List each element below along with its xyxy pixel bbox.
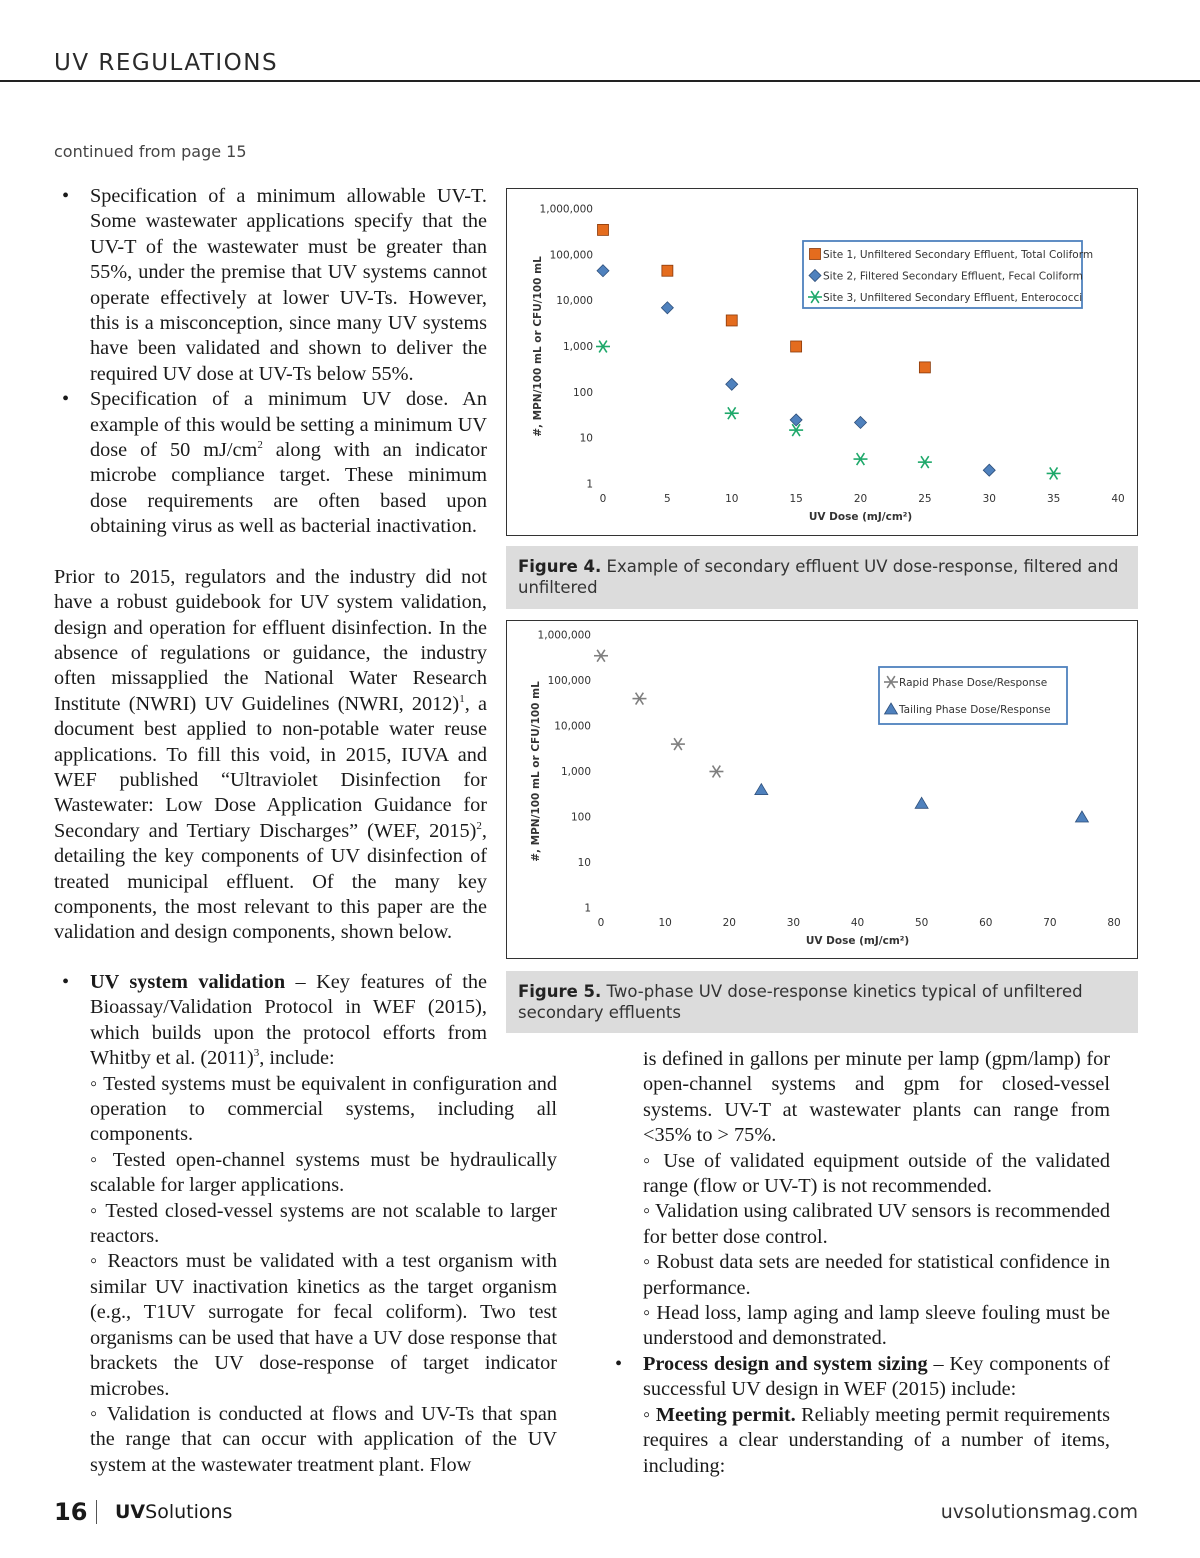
fig5-point-triangle [915, 797, 928, 808]
fig4-y-axis-label: #, MPN/100 mL or CFU/100 mL [532, 256, 544, 437]
fig4-point-star [1047, 467, 1061, 479]
fig5-x-tick-label: 10 [658, 917, 672, 929]
fig5-point-star [709, 766, 723, 778]
fig4-point-diamond [790, 414, 802, 426]
fig4-point-diamond [855, 416, 867, 428]
fig4-point-star [918, 456, 932, 468]
fig4-legend-marker [810, 249, 821, 260]
fig5-x-tick-label: 0 [597, 917, 605, 929]
fig5-x-tick-label: 60 [979, 917, 993, 929]
fig5-y-tick-label: 100,000 [547, 675, 591, 687]
fig5-point-star [594, 650, 608, 662]
footer-separator [96, 1500, 97, 1524]
fig5-point-star [632, 693, 646, 705]
fig4-x-tick-label: 10 [725, 493, 739, 505]
continued-note: continued from page 15 [54, 142, 247, 161]
left-column-top [54, 184, 487, 946]
fig4-point-square [726, 315, 737, 326]
fig4-y-tick-label: 1,000 [562, 341, 593, 353]
fig4-x-tick-label: 0 [599, 493, 607, 505]
fig5-x-tick-label: 70 [1043, 917, 1057, 929]
fig4-x-tick-label: 35 [1046, 493, 1061, 505]
fig4-point-square [919, 362, 930, 373]
fig4-point-square [662, 265, 673, 276]
fig5-legend-label: Rapid Phase Dose/Response [899, 677, 1048, 689]
fig5-point-triangle [1075, 811, 1088, 822]
fig4-point-diamond [661, 302, 673, 314]
fig4-x-tick-label: 20 [853, 493, 868, 505]
fig4-point-star [596, 341, 610, 353]
fig4-y-tick-label: 1 [586, 478, 593, 491]
validation-sub-item: ◦ Tested systems must be equivalent in configuration and operation to commercial systems, including all components. [90, 1072, 557, 1146]
bullet-minimum-dose: • Specification of a minimum UV dose. An example of this would be setting a minimum UV dose of 50 $mJ/cm^2$ along with an indicator microbe compliance target. These minimum dose requirements are often based upon obtaining virus as well as bacterial inactivation. [54, 387, 487, 539]
validation-section [54, 970, 557, 1478]
fig5-legend-label: Tailing Phase Dose/Response [899, 704, 1051, 716]
fig4-point-diamond [726, 378, 738, 390]
header-rule [0, 80, 1200, 82]
fig4-point-star [854, 453, 868, 465]
page-number: 16 [54, 1498, 88, 1526]
fig4-point-diamond [983, 464, 995, 476]
fig4-point-square [791, 341, 802, 352]
fig4-x-tick-label: 40 [1111, 493, 1125, 505]
fig4-point-diamond [597, 265, 609, 277]
figure-5-chart [506, 620, 1138, 959]
fig5-y-axis-label: #, MPN/100 mL or CFU/100 mL [530, 681, 542, 862]
bullet-process-design: • Process design and system sizing – Key components of successful UV design in WEF (2015) include: ◦ Meeting permit. Reliably meeting permit requirements requires a clear understanding of a number of items, including: [607, 1352, 1110, 1479]
fig5-y-tick-label: 100 [570, 811, 591, 824]
section-header-title: UV REGULATIONS [54, 50, 279, 76]
validation-sub-item: ◦ Use of validated equipment outside of the validated range (flow or UV-T) is not recommended. [643, 1149, 1110, 1198]
validation-sub-item: ◦ Head loss, lamp aging and lamp sleeve fouling must be understood and demonstrated. [643, 1302, 1110, 1350]
validation-sub-item: ◦ Validation using calibrated UV sensors is recommended for better dose control. [643, 1200, 1110, 1248]
validation-sub-item: ◦ Reactors must be validated with a test organism with similar UV inactivation kinetics as the target organism (e.g., T1UV surrogate for fecal coliform). Two test organisms can be used that have a UV dose response that brackets the UV dose-response of target indicator microbes. [90, 1250, 557, 1400]
magazine-url: uvsolutionsmag.com [940, 1501, 1138, 1523]
fig4-y-tick-label: 100,000 [549, 249, 593, 262]
fig5-x-tick-label: 80 [1107, 917, 1121, 929]
validation-sub-item: ◦ Tested open-channel systems must be hydraulically scalable for larger applications. [90, 1148, 557, 1197]
fig4-y-tick-label: 10,000 [556, 295, 593, 308]
fig5-point-triangle [755, 784, 768, 795]
fig4-legend-label: Site 3, Unfiltered Secondary Effluent, Enterococci [823, 292, 1083, 304]
figure-4-svg [507, 189, 1137, 535]
bullet-uv-system-validation: • UV system validation – Key features of the Bioassay/Validation Protocol in WEF (2015), which builds upon the protocol efforts from Whitby et al. $(2011)^3$, include: ◦ Tested systems must be equivalent in configuration and operation to commercial systems, including all components. ◦ Tested open-channel systems must be hydraulically scalable for larger applications. ◦ Tested closed-vessel systems are not scalable to larger reactors. ◦ Reactors must be validated with a test organism with similar UV inactivation kinetics as the target organism (e.g., T1UV surrogate for fecal coliform). Two test organisms can be used that have a UV dose response that brackets the UV dose-response of target indicator microbes. ◦ Validation is conducted at flows and UV-Ts that span the range that can occur with application of the UV system at the wastewater treatment plant. Flow [54, 970, 557, 1478]
meeting-permit-item: ◦ Meeting permit. Reliably meeting permit requirements requires a clear understanding of a number of items, including: [643, 1403, 1110, 1477]
fig4-x-axis-label: UV Dose (mJ/cm²) [808, 511, 913, 523]
magazine-brand: UVSolutions [115, 1501, 233, 1523]
fig4-y-tick-label: 100 [572, 386, 593, 399]
fig5-x-tick-label: 40 [850, 917, 865, 929]
fig5-y-tick-label: 1,000,000 [537, 629, 591, 642]
validation-sub-item: ◦ Validation is conducted at flows and UV-Ts that span the range that can occur with application of the UV system at the wastewater treatment plant. Flow [90, 1402, 557, 1476]
fig5-point-star [671, 738, 685, 750]
fig5-y-tick-label: 1,000 [560, 766, 591, 778]
fig4-y-tick-label: 1,000,000 [539, 203, 593, 216]
fig4-y-tick-label: 10 [579, 432, 593, 445]
bullet-minimum-uvt: • Specification of a minimum allowable UV-T. Some wastewater applications specify that the UV-T of the wastewater must be greater than 55%, under the premise that UV systems cannot operate effectively at lower UV-Ts. However, this is a misconception, since many UV systems have been validated and shown to deliver the required UV dose at UV-Ts below 55%. [54, 184, 487, 387]
fig5-x-tick-label: 20 [722, 917, 736, 929]
validation-sub-item: ◦ Robust data sets are needed for statistical confidence in performance. [643, 1251, 1110, 1299]
figure-4-caption: Figure 4. Example of secondary effluent UV dose-response, filtered and unfiltered [506, 546, 1138, 609]
fig4-x-tick-label: 30 [982, 493, 996, 505]
figure-4-chart [506, 188, 1138, 536]
fig5-x-tick-label: 30 [786, 917, 801, 929]
fig5-x-axis-label: UV Dose (mJ/cm²) [805, 935, 910, 947]
fig4-point-square [598, 224, 609, 235]
fig5-y-tick-label: 10 [577, 857, 591, 869]
fig4-x-tick-label: 15 [789, 493, 803, 505]
right-column-text [607, 1047, 1110, 1479]
fig5-y-tick-label: 10,000 [554, 720, 591, 733]
spec-bullet-list [54, 184, 487, 540]
figure-5-caption: Figure 5. Two-phase UV dose-response kinetics typical of unfiltered secondary effluents [506, 971, 1138, 1033]
figure-5-svg [507, 621, 1137, 958]
fig5-x-tick-label: 50 [914, 917, 929, 929]
flow-continuation: is defined in gallons per minute per lamp (gpm/lamp) for open-channel systems and gpm for closed-vessel systems. UV-T at wastewater plants can range from <35% to > 75%. [643, 1048, 1110, 1147]
fig5-y-tick-label: 1 [584, 902, 591, 915]
intro-paragraph: Prior to 2015, regulators and the industry did not have a robust guidebook for UV system validation, design and operation for effluent disinfection. In the absence of regulations or guidance, the industry often missapplied the National Water Research Institute (NWRI) UV Guidelines (NWRI, 2012)$^1$, a document best applied to non-potable water reuse applications. To fill this void, in 2015, IUVA and WEF published “Ultraviolet Disinfection for Wastewater: Low Dose Application Guidance for Secondary and Tertiary Discharges” (WEF, 2015)$^2$, detailing the key components of UV disinfection of treated municipal effluent. Of the many key components, the most relevant to this paper are the validation and design components, shown below. [54, 565, 487, 944]
fig4-x-tick-label: 25 [918, 493, 932, 505]
fig4-legend-label: Site 1, Unfiltered Secondary Effluent, Total Coliform [823, 249, 1094, 261]
fig4-point-star [725, 407, 739, 419]
fig4-x-tick-label: 5 [664, 493, 671, 505]
fig4-legend-label: Site 2, Filtered Secondary Effluent, Fecal Coliform [823, 270, 1083, 283]
validation-sub-item: ◦ Tested closed-vessel systems are not scalable to larger reactors. [90, 1199, 557, 1248]
